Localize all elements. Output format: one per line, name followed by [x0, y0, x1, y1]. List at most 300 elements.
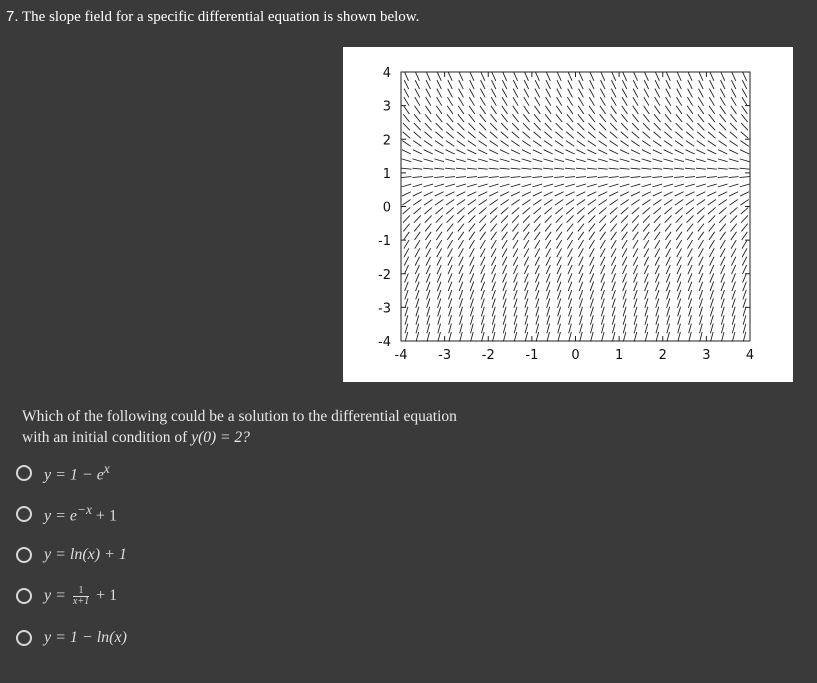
slope-segment: [535, 240, 540, 249]
slope-segment: [719, 200, 727, 206]
slope-segment: [525, 298, 528, 307]
slope-segment: [546, 72, 550, 81]
option-d-fraction: [73, 586, 89, 607]
slope-segment: [459, 72, 463, 81]
slope-segment: [426, 248, 431, 257]
radio-button[interactable]: [16, 547, 32, 563]
slope-segment: [742, 97, 747, 106]
slope-segment: [587, 168, 597, 169]
slope-segment: [425, 114, 431, 122]
slope-segment: [556, 224, 562, 232]
slope-segment: [665, 123, 672, 130]
slope-segment: [503, 324, 506, 334]
slope-segment: [686, 141, 694, 147]
slope-segment: [621, 207, 629, 214]
slope-segment: [598, 168, 608, 169]
slope-segment: [729, 184, 739, 187]
slope-segment: [524, 240, 529, 249]
slope-segment: [644, 273, 648, 282]
slope-segment: [403, 207, 411, 214]
slope-segment: [467, 150, 476, 154]
slope-segment: [511, 177, 521, 178]
slope-segment: [708, 207, 716, 214]
slope-segment: [405, 315, 408, 325]
slope-segment: [718, 150, 727, 154]
slope-segment: [578, 224, 584, 232]
slope-segment: [676, 232, 682, 240]
slope-segment: [416, 290, 419, 299]
slope-segment: [711, 332, 714, 342]
slope-segment: [645, 332, 648, 342]
slope-segment: [468, 207, 476, 214]
question-title: [6, 8, 419, 26]
radio-button[interactable]: [16, 506, 32, 522]
slope-segment: [623, 307, 626, 317]
slope-segment: [480, 106, 486, 114]
slope-segment: [699, 273, 703, 282]
slope-segment: [414, 132, 422, 139]
option-e[interactable]: [16, 624, 316, 652]
slope-segment: [514, 315, 517, 325]
slope-segment: [524, 89, 529, 98]
slope-segment: [600, 89, 605, 98]
slope-segment: [479, 207, 487, 214]
slope-segment: [740, 184, 750, 187]
slope-segment: [415, 257, 419, 266]
slope-segment: [469, 248, 474, 257]
slope-segment: [478, 184, 488, 187]
slope-segment: [707, 168, 717, 169]
slope-segment: [576, 177, 586, 178]
slope-segment: [479, 123, 486, 130]
slope-segment: [446, 200, 454, 206]
slope-segment: [456, 168, 466, 169]
slope-segment: [611, 224, 617, 232]
slope-segment: [436, 224, 442, 232]
slope-segment: [546, 265, 550, 274]
slope-segment: [426, 282, 430, 291]
slope-segment: [590, 315, 593, 325]
slope-segment: [456, 159, 466, 162]
radio-button[interactable]: [16, 465, 32, 481]
slope-segment: [435, 207, 443, 214]
option-e-text: y = 1 − ln(x): [44, 629, 127, 646]
slope-segment: [437, 273, 441, 282]
slope-segment: [512, 132, 520, 139]
slope-segment: [710, 298, 713, 307]
slope-segment: [481, 265, 485, 274]
slope-segment: [426, 72, 430, 81]
slope-segment: [710, 265, 714, 274]
slope-segment: [644, 89, 649, 98]
slope-segment: [685, 177, 695, 178]
slope-segment: [405, 290, 408, 299]
slope-segment: [710, 315, 713, 325]
slope-segment: [732, 332, 735, 342]
slope-segment: [514, 273, 518, 282]
slope-segment: [525, 332, 528, 342]
slope-segment: [459, 307, 462, 317]
slope-segment: [688, 273, 692, 282]
slope-segment: [555, 141, 563, 147]
slope-segment: [512, 123, 519, 130]
slope-segment: [620, 184, 630, 187]
slope-segment: [590, 72, 594, 81]
slope-segment: [459, 298, 462, 307]
slope-segment: [611, 89, 616, 98]
slope-segment: [689, 324, 692, 334]
slope-segment: [569, 332, 572, 342]
slope-segment: [544, 141, 552, 147]
slope-segment: [590, 265, 594, 274]
slope-segment: [532, 177, 542, 178]
slope-segment: [424, 207, 432, 214]
slope-segment: [654, 123, 661, 130]
slope-segment: [620, 168, 630, 169]
slope-segment: [514, 324, 517, 334]
slope-segment: [501, 123, 508, 130]
slope-segment: [522, 192, 531, 196]
slope-segment: [621, 114, 627, 122]
slope-segment: [500, 200, 508, 206]
slope-segment: [524, 248, 529, 257]
slope-segment: [707, 150, 716, 154]
slope-segment: [459, 257, 463, 266]
slope-segment: [567, 123, 574, 130]
slope-segment: [742, 106, 748, 114]
slope-segment: [503, 307, 506, 317]
slope-segment: [677, 265, 681, 274]
slope-segment: [631, 192, 640, 196]
slope-segment: [535, 89, 540, 98]
slope-segment: [610, 132, 618, 139]
slope-segment: [425, 215, 432, 222]
slope-segment: [468, 200, 476, 206]
slope-segment: [414, 215, 421, 222]
slope-segment: [699, 298, 702, 307]
slope-segment: [436, 106, 442, 114]
slope-segment: [470, 273, 474, 282]
slope-segment: [558, 324, 561, 334]
slope-segment: [632, 224, 638, 232]
slope-segment: [458, 240, 463, 249]
slope-segment: [644, 248, 649, 257]
slope-segment: [569, 315, 572, 325]
slope-segment: [449, 332, 452, 342]
slope-segment: [503, 298, 506, 307]
slope-segment: [490, 132, 498, 139]
slope-segment: [547, 324, 550, 334]
slope-segment: [741, 224, 747, 232]
slope-segment: [730, 123, 737, 130]
slope-segment: [688, 89, 693, 98]
slope-segment: [601, 265, 605, 274]
slope-segment: [568, 290, 571, 299]
slope-segment: [426, 80, 430, 89]
slope-segment: [534, 123, 541, 130]
slope-segment: [675, 192, 684, 196]
slope-segment: [688, 298, 691, 307]
slope-segment: [470, 257, 474, 266]
slope-segment: [686, 192, 695, 196]
option-a[interactable]: [16, 459, 316, 487]
slope-segment: [447, 97, 452, 106]
slope-segment: [732, 315, 735, 325]
slope-segment: [709, 224, 715, 232]
slope-segment: [699, 248, 704, 257]
slope-segment: [645, 298, 648, 307]
slope-segment: [577, 132, 585, 139]
slope-segment: [456, 184, 466, 187]
slope-segment: [590, 298, 593, 307]
slope-segment: [554, 159, 564, 162]
slope-segment: [489, 192, 498, 196]
slope-segment: [523, 114, 529, 122]
slope-segment: [720, 248, 725, 257]
slope-segment: [416, 298, 419, 307]
slope-segment: [578, 240, 583, 249]
slope-segment: [558, 307, 561, 317]
slope-segment: [565, 168, 575, 169]
slope-segment: [708, 141, 716, 147]
slope-segment: [557, 282, 561, 291]
slope-segment: [731, 232, 737, 240]
slope-segment: [547, 332, 550, 342]
slope-segment: [403, 224, 409, 232]
slope-segment: [403, 215, 410, 222]
slope-segment: [558, 332, 561, 342]
slope-segment: [481, 282, 485, 291]
slope-segment: [687, 215, 694, 222]
slope-segment: [436, 123, 443, 130]
slope-segment: [435, 132, 443, 139]
slope-segment: [567, 106, 573, 114]
slope-segment: [437, 89, 442, 98]
slope-segment: [511, 159, 521, 162]
slope-segment: [511, 184, 521, 187]
slope-segment: [438, 307, 441, 317]
slope-segment: [566, 132, 574, 139]
slope-segment: [491, 240, 496, 249]
slope-segment: [655, 80, 659, 89]
slope-segment: [578, 123, 585, 130]
slope-segment: [590, 290, 593, 299]
slope-segment: [687, 240, 692, 249]
slope-segment: [557, 97, 562, 106]
slope-segment: [545, 114, 551, 122]
slope-segment: [666, 248, 671, 257]
slope-segment: [513, 265, 517, 274]
slope-segment: [449, 315, 452, 325]
slope-segment: [492, 72, 496, 81]
slope-segment: [709, 240, 714, 249]
slope-segment: [620, 141, 628, 147]
slope-segment: [708, 215, 715, 222]
slope-segment: [492, 332, 495, 342]
slope-segment: [698, 106, 704, 114]
slope-segment: [425, 106, 431, 114]
slope-segment: [491, 106, 497, 114]
slope-segment: [448, 290, 451, 299]
slope-segment: [710, 290, 713, 299]
slope-segment: [535, 265, 539, 274]
slope-segment: [445, 168, 455, 169]
radio-button[interactable]: [16, 630, 32, 646]
slope-segment: [721, 80, 725, 89]
slope-segment: [698, 240, 703, 249]
slope-segment: [601, 315, 604, 325]
slope-segment: [503, 332, 506, 342]
slope-segment: [445, 159, 455, 162]
slope-segment: [621, 123, 628, 130]
slope-segment: [740, 177, 750, 178]
slope-segment: [545, 106, 551, 114]
slope-segment: [536, 290, 539, 299]
slope-segment: [621, 132, 629, 139]
slope-segment: [666, 72, 670, 81]
slope-segment: [458, 224, 464, 232]
slope-segment: [729, 168, 739, 169]
slope-segment: [546, 240, 551, 249]
fraction-numerator: 1: [73, 586, 89, 597]
slope-segment: [404, 80, 408, 89]
slope-segment: [555, 132, 563, 139]
slope-segment: [480, 224, 486, 232]
slope-segment: [721, 282, 725, 291]
slope-segment: [449, 307, 452, 317]
slope-segment: [611, 240, 616, 249]
slope-segment: [743, 290, 746, 299]
slope-segment: [665, 215, 672, 222]
slope-segment: [667, 315, 670, 325]
slope-segment: [512, 207, 520, 214]
slope-segment: [689, 307, 692, 317]
slope-segment: [601, 80, 605, 89]
option-b[interactable]: [16, 500, 316, 528]
slope-segment: [424, 141, 432, 147]
slope-segment: [721, 298, 724, 307]
slope-segment: [415, 248, 420, 257]
slope-segment: [523, 224, 529, 232]
slope-segment: [525, 324, 528, 334]
slope-segment: [612, 307, 615, 317]
slope-segment: [448, 80, 452, 89]
slope-segment: [579, 80, 583, 89]
slope-segment: [654, 207, 662, 214]
option-d[interactable]: [16, 582, 316, 610]
slope-segment: [666, 282, 670, 291]
slope-field-figure: [343, 47, 793, 382]
slope-segment: [501, 215, 508, 222]
slope-segment: [448, 89, 453, 98]
slope-segment: [675, 141, 683, 147]
slope-segment: [719, 141, 727, 147]
slope-segment: [404, 89, 409, 98]
slope-segment: [742, 257, 746, 266]
slope-segment: [404, 232, 410, 240]
slope-segment: [699, 290, 702, 299]
slope-segment: [634, 298, 637, 307]
slope-segment: [642, 200, 650, 206]
slope-segment: [446, 192, 455, 196]
y-tick-label: 3: [382, 99, 391, 115]
slope-segment: [579, 89, 584, 98]
slope-segment: [470, 72, 474, 81]
slope-segment: [588, 207, 596, 214]
option-d-post: + 1: [92, 586, 118, 604]
option-c[interactable]: [16, 541, 316, 569]
slope-segment: [742, 89, 747, 98]
option-b-label: [44, 502, 117, 525]
slope-segment: [710, 282, 714, 291]
slope-segment: [740, 192, 749, 196]
slope-segment: [491, 89, 496, 98]
slope-segment: [478, 192, 487, 196]
slope-segment: [566, 141, 574, 147]
slope-segment: [634, 324, 637, 334]
slope-segment: [685, 184, 695, 187]
slope-segment: [600, 248, 605, 257]
slope-segment: [438, 298, 441, 307]
slope-segment: [492, 298, 495, 307]
slope-segment: [513, 232, 519, 240]
slope-segment: [622, 232, 628, 240]
slope-segment: [425, 224, 431, 232]
slope-segment: [424, 192, 433, 196]
slope-segment: [719, 207, 727, 214]
slope-segment: [633, 232, 639, 240]
slope-segment: [620, 200, 628, 206]
slope-segment: [479, 215, 486, 222]
slope-segment: [567, 114, 573, 122]
slope-segment: [501, 114, 507, 122]
radio-button[interactable]: [16, 588, 32, 604]
slope-segment: [588, 200, 596, 206]
slope-segment: [676, 114, 682, 122]
slope-segment: [665, 232, 671, 240]
slope-segment: [457, 141, 465, 147]
slope-segment: [481, 80, 485, 89]
slope-segment: [415, 265, 419, 274]
slope-segment: [732, 72, 736, 81]
x-tick-label: -3: [438, 348, 452, 363]
slope-segment: [469, 232, 475, 240]
slope-segment: [523, 215, 530, 222]
slope-segment: [448, 72, 452, 81]
slope-segment: [642, 141, 650, 147]
slope-segment: [543, 168, 553, 169]
slope-segment: [534, 215, 541, 222]
slope-segment: [403, 132, 411, 139]
slope-segment: [580, 324, 583, 334]
slope-segment: [656, 282, 660, 291]
slope-segment: [413, 192, 422, 196]
slope-segment: [718, 192, 727, 196]
slope-segment: [664, 192, 673, 196]
slope-segment: [599, 200, 607, 206]
slope-segment: [633, 72, 637, 81]
slope-segment: [557, 290, 560, 299]
slope-segment: [642, 150, 651, 154]
slope-segment: [435, 200, 443, 206]
slope-segment: [732, 307, 735, 317]
slope-segment: [709, 248, 714, 257]
slope-segment: [664, 141, 672, 147]
slope-segment: [501, 224, 507, 232]
x-tick-label: 0: [571, 348, 580, 363]
slope-segment: [502, 80, 506, 89]
slope-segment: [522, 141, 530, 147]
